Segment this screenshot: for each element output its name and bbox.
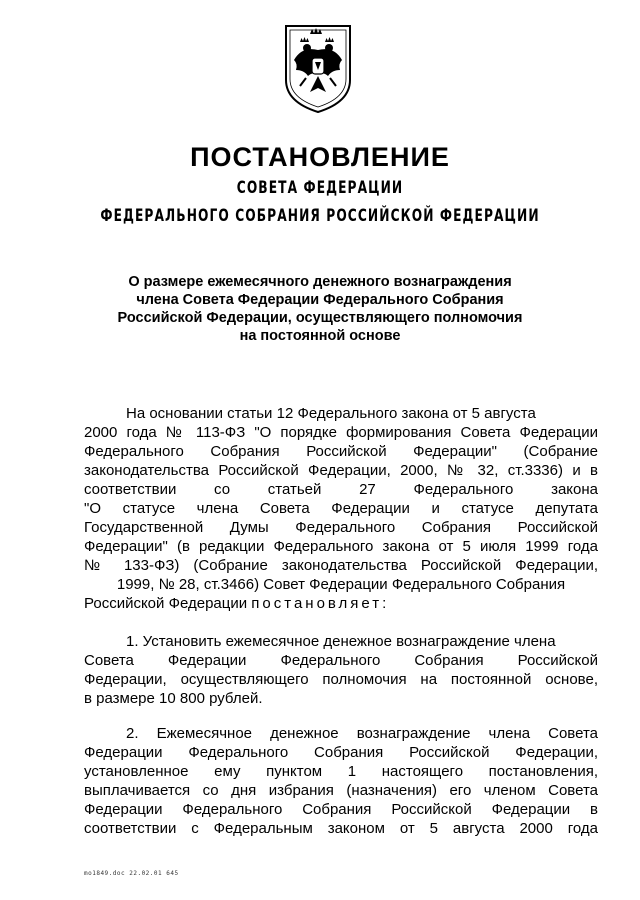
issuer-line-1: СОВЕТА ФЕДЕРАЦИИ (236, 178, 404, 198)
text-line: 2. Ежемесячное денежное вознаграждение члена Совета (126, 725, 598, 742)
text-line: 1. Установить ежемесячное денежное вознаграждение члена (126, 633, 556, 650)
text-fragment: Российской Федерации (84, 595, 252, 612)
text-line: Федерации, осуществляющего полномочия на постоянной основе, (84, 671, 598, 688)
text-line: установленное ему пунктом 1 настоящего постановления, (84, 763, 598, 780)
text-line: в размере 10 800 рублей. (84, 690, 263, 707)
item-2-paragraph (84, 724, 598, 838)
text-line: На основании статьи 12 Федерального закона от 5 августа (126, 405, 536, 422)
text-line: 1999, № 28, ст.3466) Совет Федерации Федерального Собрания (116, 576, 566, 593)
document-title: ПОСТАНОВЛЕНИЕ (190, 142, 450, 172)
text-line: Федерации" (в редакции Федерального закона от 5 июля 1999 года (84, 538, 598, 555)
text-line: выплачивается со дня избрания (назначения) его членом Совета (84, 782, 598, 799)
issuer-line-2: ФЕДЕРАЛЬНОГО СОБРАНИЯ РОССИЙСКОЙ ФЕДЕРАЦИИ (100, 206, 540, 226)
topic-line: на постоянной основе (239, 328, 401, 344)
text-line: соответствии со статьей 27 Федерального закона (84, 481, 598, 498)
topic-line: О размере ежемесячного денежного вознаграждения (128, 274, 512, 290)
topic-line: Российской Федерации, осуществляющего полномочия (117, 310, 523, 326)
text-line: Государственной Думы Федерального Собрания Российской (84, 519, 598, 536)
text-line: "О статусе члена Совета Федерации и статусе депутата (84, 500, 598, 517)
footer-file-code: mo1849.doc 22.02.01 645 (84, 870, 179, 877)
text-line: № 133-ФЗ) (Собрание законодательства Российской Федерации, (84, 557, 598, 574)
text-line: Федерации Федерального Собрания Российской Федерации в (84, 801, 598, 818)
topic-line: члена Совета Федерации Федерального Собрания (136, 292, 504, 308)
text-line: законодательства Российской Федерации, 2000, № 32, ст.3336) и в (84, 462, 598, 479)
text-line: Федерального Собрания Российской Федерации" (Собрание (84, 443, 598, 460)
text-line: Федерации Федерального Собрания Российской Федерации, (84, 744, 598, 761)
russian-coat-of-arms-icon (280, 20, 356, 116)
text-line: Совета Федерации Федерального Собрания Российской (84, 652, 598, 669)
preamble-paragraph (84, 404, 598, 613)
document-topic (0, 273, 640, 345)
text-line (84, 594, 598, 613)
text-line: 2000 года № 113-ФЗ "О порядке формирования Совета Федерации (84, 424, 598, 441)
item-1-paragraph (84, 632, 598, 708)
decree-word: постановляет: (251, 595, 390, 612)
text-line: соответствии с Федеральным законом от 5 августа 2000 года (84, 820, 598, 837)
